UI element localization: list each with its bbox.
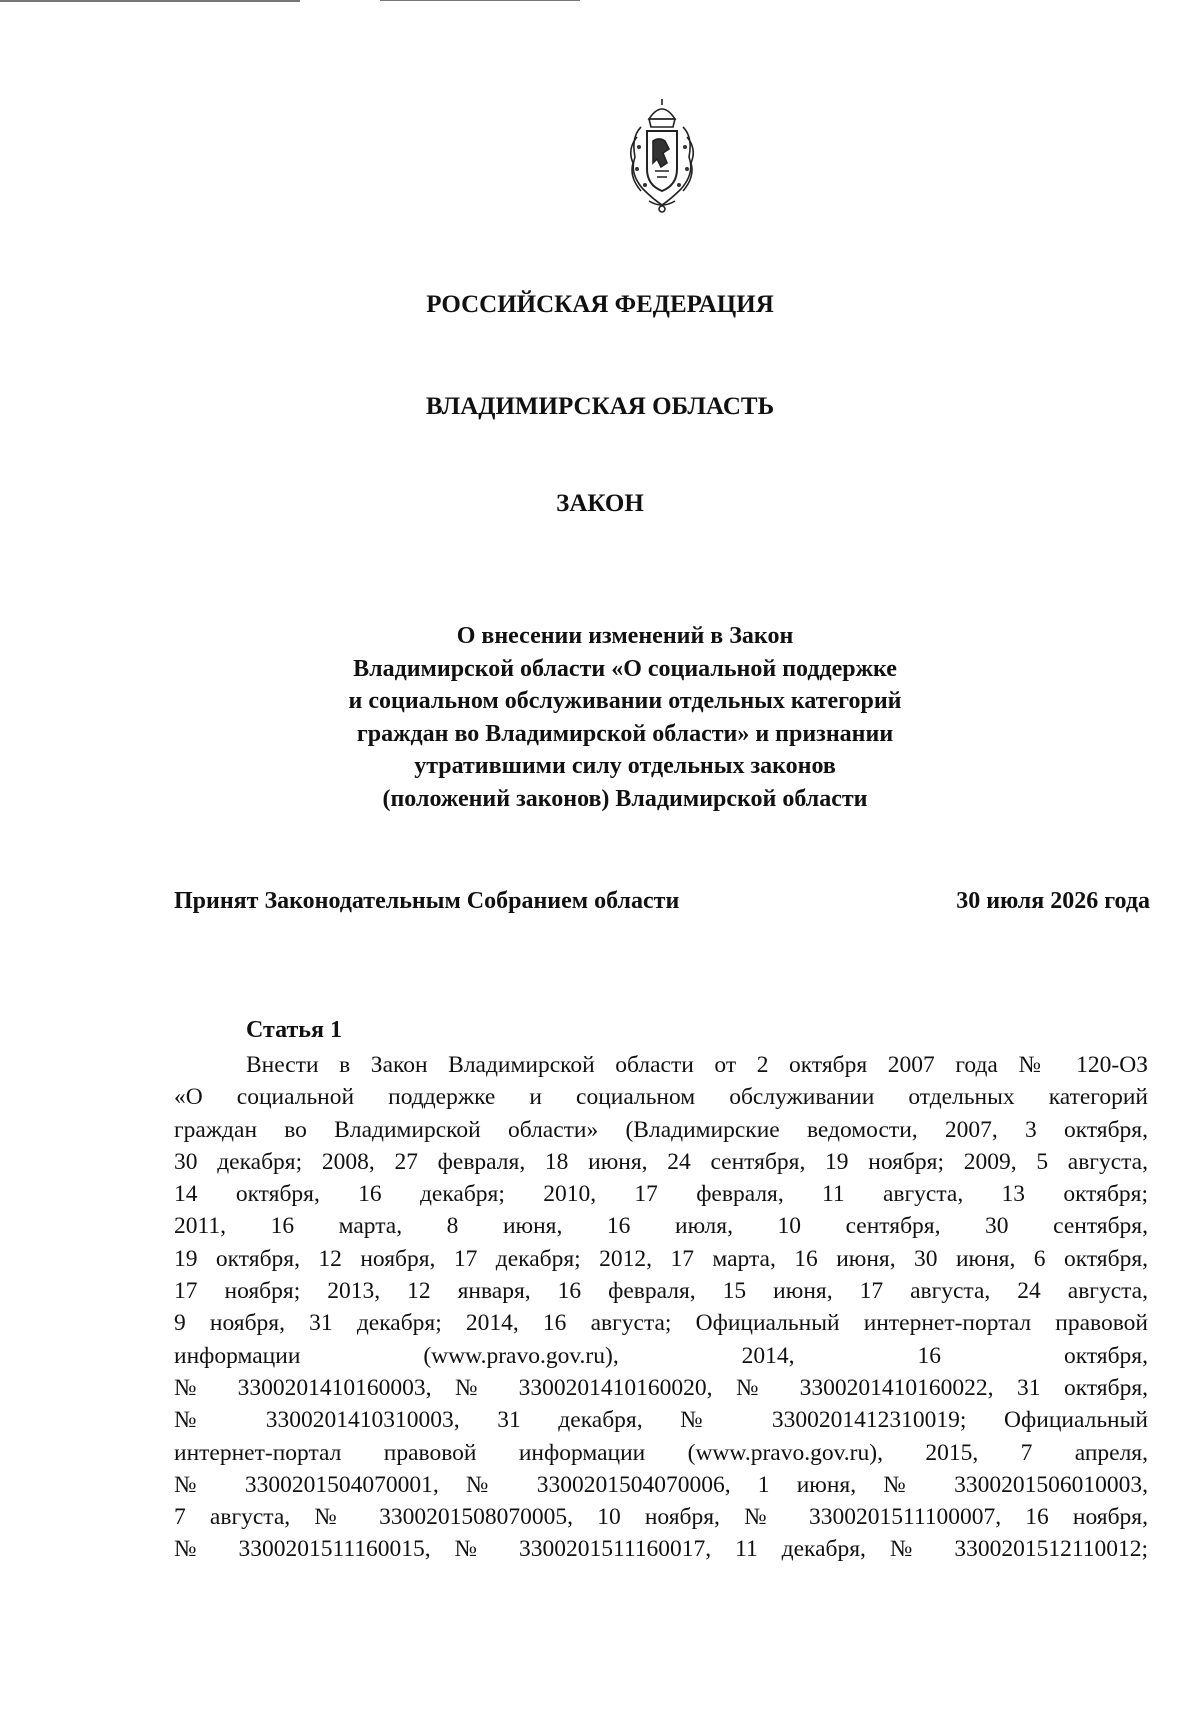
adoption-text: Принят Законодательным Собранием области <box>174 888 680 914</box>
body-line: Внести в Закон Владимирской области от 2 октября 2007 года № 120-ОЗ <box>246 1052 1148 1078</box>
coat-of-arms-icon <box>619 97 705 213</box>
body-line: «О социальной поддержке и социальном обслуживании отдельных категорий <box>174 1084 1148 1111</box>
title-line: (положений законов) Владимирской области <box>382 785 868 812</box>
body-line: № 3300201410310003, 31 декабря, № 3300201412310019; Официальный <box>174 1407 1148 1434</box>
body-line: 14 октября, 16 декабря; 2010, 17 февраля, 11 августа, 13 октября; <box>174 1181 1148 1208</box>
body-line: № 3300201504070001, № 3300201504070006, 1 июня, № 3300201506010003, <box>174 1471 1148 1498</box>
title-line: Владимирской области «О социальной поддержке <box>353 655 897 682</box>
body-line: 2011, 16 марта, 8 июня, 16 июля, 10 сентября, 30 сентября, <box>174 1213 1148 1240</box>
body-line: интернет-портал правовой информации (www.pravo.gov.ru), 2015, 7 апреля, <box>174 1439 1148 1466</box>
article-heading: Статья 1 <box>246 1017 342 1043</box>
law-title <box>250 620 1000 815</box>
body-line: 19 октября, 12 ноября, 17 декабря; 2012, 17 марта, 16 июня, 30 июня, 6 октября, <box>174 1245 1148 1272</box>
adoption-date: 30 июля 2026 года <box>956 888 1150 914</box>
title-line: О внесении изменений в Закон <box>456 623 794 649</box>
body-line: граждан во Владимирской области» (Владимирские ведомости, 2007, 3 октября, <box>174 1116 1148 1143</box>
title-line: граждан во Владимирской области» и признании <box>356 720 894 747</box>
scan-artifact <box>0 0 300 2</box>
body-line: 17 ноября; 2013, 12 января, 16 февраля, 15 июня, 17 августа, 24 августа, <box>174 1278 1148 1305</box>
title-line: утратившими силу отдельных законов <box>414 753 836 779</box>
document-type: ЗАКОН <box>556 490 644 517</box>
body-line: 30 декабря; 2008, 27 февраля, 18 июня, 24 сентября, 19 ноября; 2009, 5 августа, <box>174 1148 1148 1175</box>
body-line: информации (www.pravo.gov.ru), 2014, 16 октября, <box>174 1342 1148 1369</box>
scan-artifact <box>380 0 580 1</box>
body-line: 9 ноября, 31 декабря; 2014, 16 августа; Официальный интернет-портал правовой <box>174 1310 1148 1337</box>
header-region: ВЛАДИМИРСКАЯ ОБЛАСТЬ <box>425 393 775 420</box>
header-country: РОССИЙСКАЯ ФЕДЕРАЦИЯ <box>426 291 774 318</box>
body-line: № 3300201511160015, № 3300201511160017, 11 декабря, № 3300201512110012; <box>174 1536 1148 1563</box>
title-line: и социальном обслуживании отдельных категорий <box>348 688 902 714</box>
body-line: № 3300201410160003, № 3300201410160020, № 3300201410160022, 31 октября, <box>174 1374 1148 1401</box>
body-line: 7 августа, № 3300201508070005, 10 ноября, № 3300201511100007, 16 ноября, <box>174 1504 1148 1531</box>
article-body <box>174 1049 1148 1566</box>
